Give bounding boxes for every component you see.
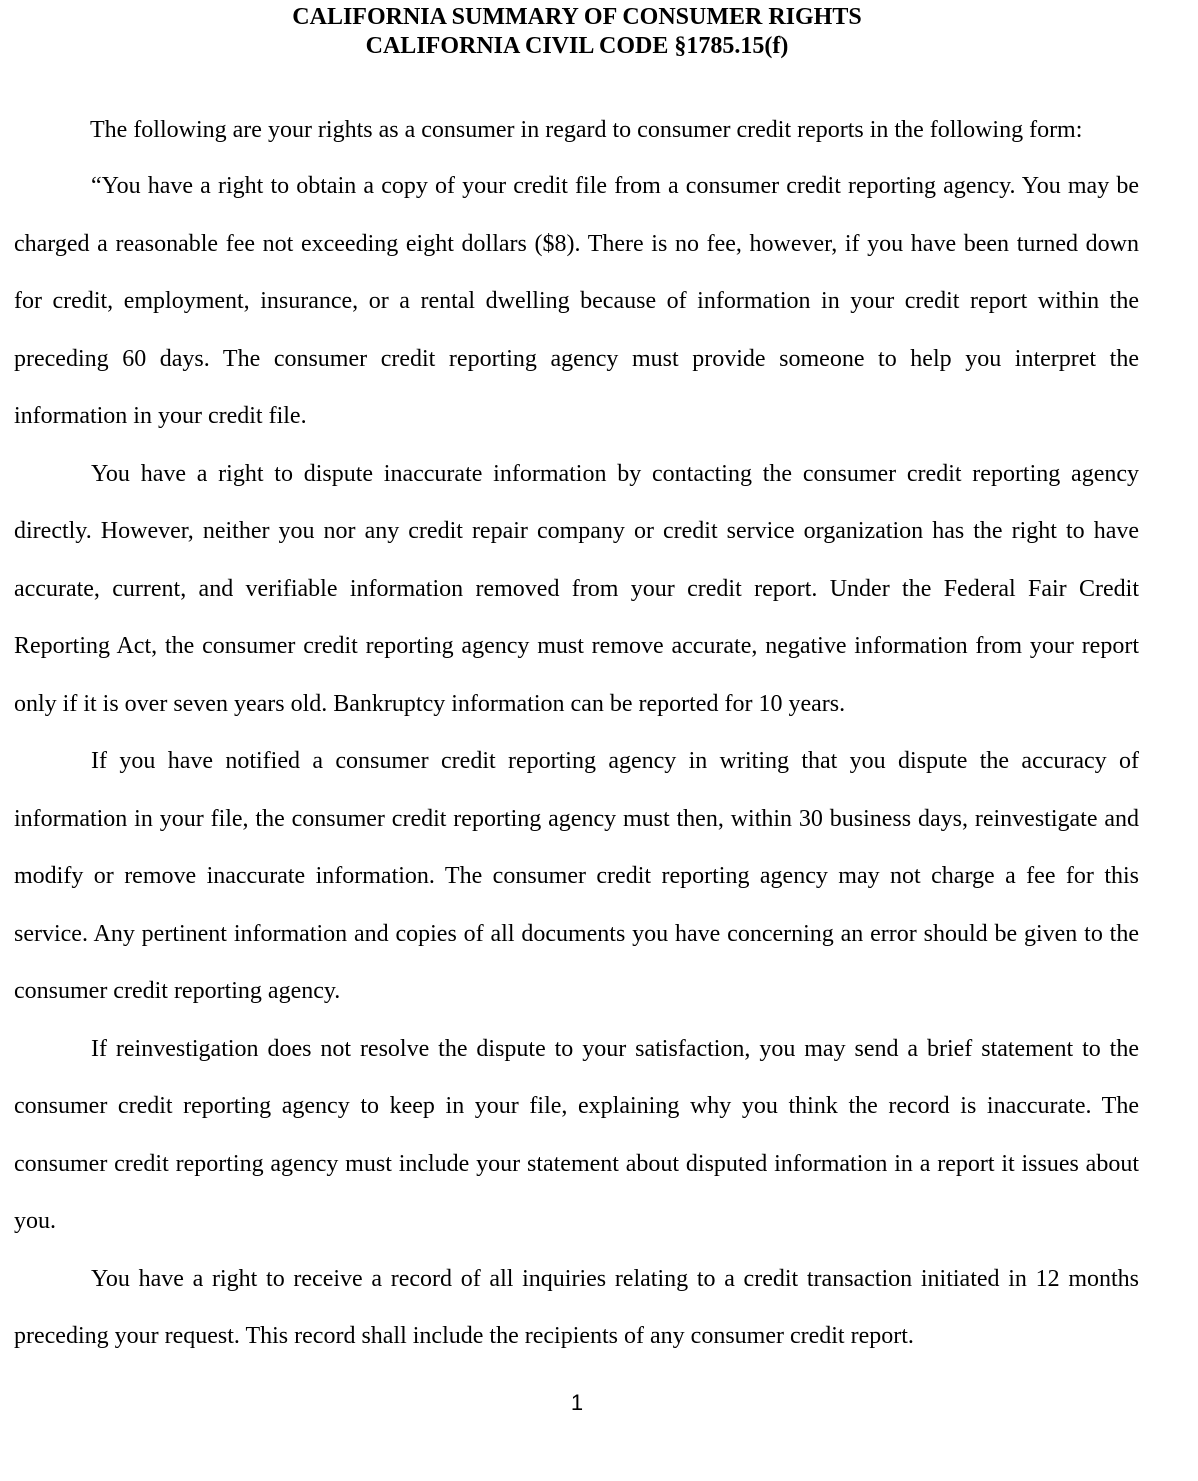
document-body [14, 158, 1139, 1366]
page-number: 1 [570, 1390, 584, 1415]
paragraph-reinvestigation: If you have notified a consumer credit reporting agency in writing that you dispute the accuracy of information in your file, the consumer credit reporting agency must then, within 30 business days, reinvestigate and modify or remove inaccurate information. The consumer credit reporting agency may not charge a fee for this service. Any pertinent information and copies of all documents you have concerning an error should be given to the consumer credit reporting agency. [14, 748, 1139, 1004]
intro-paragraph: The following are your rights as a consumer in regard to consumer credit reports in the following form: [90, 117, 1083, 143]
paragraph-copy-of-credit-file: “You have a right to obtain a copy of your credit file from a consumer credit reporting agency. You may be charged a reasonable fee not exceeding eight dollars ($8). There is no fee, however, if you have been turned down for credit, employment, insurance, or a rental dwelling because of information in your credit report within the preceding 60 days. The consumer credit reporting agency must provide someone to help you interpret the information in your credit file. [14, 173, 1139, 429]
document-subtitle: CALIFORNIA CIVIL CODE §1785.15(f) [365, 33, 789, 59]
paragraph-statement-of-dispute: If reinvestigation does not resolve the dispute to your satisfaction, you may send a brief statement to the consumer credit reporting agency to keep in your file, explaining why you think the record is inaccurate. The consumer credit reporting agency must include your statement about disputed information in a report it issues about you. [14, 1035, 1139, 1234]
paragraph-dispute-information: You have a right to dispute inaccurate information by contacting the consumer credit reporting agency directly. However, neither you nor any credit repair company or credit service organization has the right to have accurate, current, and verifiable information removed from your credit report. Under the Federal Fair Credit Reporting Act, the consumer credit reporting agency must remove accurate, negative information from your report only if it is over seven years old. Bankruptcy information can be reported for 10 years. [14, 460, 1139, 717]
paragraph-record-of-inquiries: You have a right to receive a record of all inquiries relating to a credit transaction initiated in 12 months preceding your request. This record shall include the recipients of any consumer credit report. [14, 1265, 1139, 1349]
document-title: CALIFORNIA SUMMARY OF CONSUMER RIGHTS [292, 4, 862, 30]
